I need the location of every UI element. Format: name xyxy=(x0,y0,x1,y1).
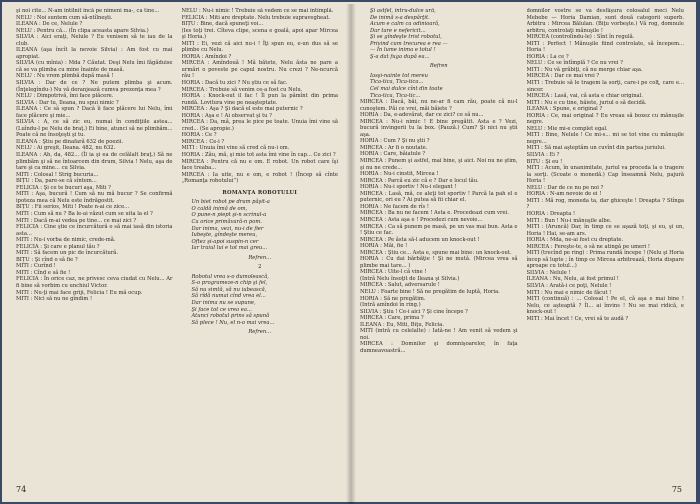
text-line: (Intră Nelu însoţit de Ileana şi Silvia.) xyxy=(360,275,460,282)
text-line: ILEANA : Spune, e original ? xyxy=(526,106,603,113)
text-line: NELU : Nu vrem plimbă după masă ! xyxy=(16,73,114,80)
page-number-right: 75 xyxy=(671,485,682,494)
text-line: (Ies toţi trei. Cîteva clipe, scena e goală, apoi apar Mircea şi Horia.) xyxy=(181,27,338,41)
text-line: HORIA : Amîndoi ? xyxy=(181,53,232,60)
text-line: Ca orice primăvară-n pom. xyxy=(191,218,262,225)
text-line: HORIA : Ce ? xyxy=(181,132,217,139)
text-line: MITI : Curînd ! xyxy=(16,263,56,270)
text-line: MIRCEA : Amîndouă ! Mă bătete, Nelu ăsta ne pare a urmări o poveste pe capul nostru. Nu crezi ? Ne-ncurcă rău ! xyxy=(181,60,338,80)
text-line: NELU : Dar de ce nu pe noi ? xyxy=(526,184,604,191)
text-line: (Intră amîndoi în ring.) xyxy=(360,302,421,309)
text-line: MITI : Ei, vezi că aici nu-i ! Îţi spun eu, e-un dus să se plimbe cu Nelu. xyxy=(181,40,338,54)
left-page-column-1 xyxy=(16,8,173,478)
right-page-column-2 xyxy=(527,8,685,478)
text-line: SILVIA : Dar de ce ? Ne putem plimba şi acum. (Înţelegîndu-) Nu vă deranjează cumva prezenţa mea ? xyxy=(16,80,173,93)
text-line: HORIA : Care, băiatule ? xyxy=(360,151,426,158)
text-line: O pune-n piept şi-n scrinul-a xyxy=(191,212,267,219)
text-line: NELU : Mie mi-e complet egal. xyxy=(526,125,608,132)
text-line: Dar inima nu se supune, xyxy=(191,299,256,306)
text-line: MIRCEA : Lasă, mă, ce aleţi tot sportiv ! Parcă la pah el e puternic, ori eu ? Ai putea să fii chiar el. xyxy=(360,190,518,204)
left-page xyxy=(2,2,348,502)
text-line: ILEANA : Ce să spun ? Dacă îi face plăcere lui Nelu, îmi face plăcere şi mie... xyxy=(16,106,173,119)
text-line: MIRCEA : Da, mă, prea le pice pe toate. Unuia îmi vine să cred... (Se apropie.) xyxy=(181,119,338,132)
text-line: Tica-tica, Tica-tic... xyxy=(370,92,421,99)
text-line: Şi astfel, întru-dulce ură, xyxy=(370,8,436,14)
text-line: SILVIA : Aici eraţi, Nelule ? Eu venisem să te iau de la club. xyxy=(16,34,173,47)
text-line: NELU : Dimpotrivă, îmi face plăcere. xyxy=(16,93,114,100)
text-line: HORIA : Să ne pregătim. xyxy=(360,295,426,302)
text-line: MITI (intră cu celelalte) : Iată-ne ! Am venit să vedem şi noi. xyxy=(360,328,518,341)
text-line: FELICIA : Şi ce te bucuri aşa, Miti ? xyxy=(16,184,111,191)
page-number-left: 74 xyxy=(16,485,27,494)
text-line: FELICIA : Miti are dreptate. Nelu trebuie supravegheat. xyxy=(181,14,331,21)
text-line: Refren xyxy=(429,63,448,70)
text-line: NELU : Foarte bine ! Să ne pregătim de luptă, Horia. xyxy=(360,288,500,295)
text-line: MIRCEA : Dar ce mai vrei ? xyxy=(526,73,600,80)
text-line: MITI : Mai încet ! Ce, vrei să te audă ? xyxy=(526,315,629,322)
text-line: MITI : Acum, în unanimitate, juriul va proceda la o tragere la sorţi. (Scoate o monedă.) Cap înseamnă Nelu, pajură Horia ! xyxy=(526,165,684,185)
text-line: HORIA : Da, e-adevărat, dar ce zici? ce să nu... xyxy=(360,112,484,119)
text-line: BIȚU : Şi eu ! xyxy=(526,158,563,165)
text-line: MIRCEA : Ar fi o noutate. xyxy=(360,144,428,151)
text-line: NELU : Pentru că... (În clipa aceasta apare Silvia.) xyxy=(16,27,149,34)
text-line: Un biet robot pe drum păşit-a xyxy=(191,199,270,206)
text-line: Şi face tot ce vrea ea... xyxy=(191,306,252,313)
text-line: Cel mai dulce cînt din toate xyxy=(370,86,443,93)
left-page-column-2 xyxy=(182,8,339,478)
text-line: NELU : Nu-i nimic ! Trebuie să vedem ce se mai întîmplă. xyxy=(181,8,334,14)
text-line: MITI : (Aruncă) Dar, în timp ce se aşază toţi, şi eu, şi un, Horia ! Hai, se-am ars. xyxy=(526,224,684,237)
text-line: Şi se gîndeşte trist robotul, xyxy=(370,34,442,41)
text-line: HORIA : N-am nevoie de ei ! xyxy=(526,191,602,198)
text-line: SILVIA : Nelule ! xyxy=(526,269,571,276)
text-line: MITI : Unuia îmi vine să cred că nu-i om. xyxy=(181,145,290,152)
text-line: MITI : Aşa, bucură ! Cum să nu mă bucur ? Se confirmă ipoteza mea că Nelu este îndrăgostit. xyxy=(16,191,173,204)
text-line: NELU : Ce se întîmplă ? Ce nu vrei ? xyxy=(526,60,623,67)
text-line: SILVIA : Dar tu, Ileana, nu spui nimic ? xyxy=(16,99,119,106)
text-line: MIRCEA : Ca să punem pe masă, pe un vas mai bun. Asta e ! Ştiu ce fac. xyxy=(360,223,518,237)
text-line: MITI : Nu-i vorba de nimic, crede-mă. xyxy=(16,237,116,244)
text-line: HORIA : Dreapta ! xyxy=(526,210,576,217)
text-line: MIRCEA : Ba nu ne facem ! Asta e. Procedeazi cum vrei. xyxy=(360,210,509,217)
text-line: MIRCEA : Aşa ? Şi dacă el este mai puternic ? xyxy=(181,106,303,113)
text-line: BIȚU : Bine, dacă spuneţi voi... xyxy=(181,21,264,28)
text-line: MIRCEA : Salut, adversarule ! xyxy=(360,282,440,289)
text-line: Privind cum trecurea e rea — xyxy=(370,40,448,47)
text-line: BIȚU : Da, pare-se că sîntem... xyxy=(16,178,97,185)
text-line: HORIA : Nu-i sportiv ! Nu-i elegant ! xyxy=(360,184,457,191)
text-line: ILEANA (aşa încît la nevoie Silvia) : Am fost cu mai apropiat. xyxy=(16,47,173,60)
text-line: HORIA : Knock-out il fac ! Îl pun la pămînt din prima rundă. Lovitura vine pe neaşteptate. xyxy=(181,93,338,106)
text-line: HORIA : Ce, mai original ? Eu vreau să boxez cu mănuşile negre. xyxy=(526,112,684,126)
text-line: MIRCEA : Ia uite, nu e om, e robot ! (Încep să cînte „Romanţa robotului”) xyxy=(181,171,338,185)
text-line: MITI : Nu e cu tine, băiete, juriul o să decidă. xyxy=(526,99,647,106)
text-line: MIRCEA : Pentru că nu e om. E robot. Un robot care îşi face treaba... xyxy=(181,158,338,172)
text-line: HORIA : Măi, fie ! xyxy=(360,243,408,250)
text-line: HORIA : Cum ? Şi nu ştii ? xyxy=(360,138,430,145)
book-spread xyxy=(2,2,698,502)
text-line: De inimă s-a despărţit. xyxy=(370,14,430,21)
text-line: MIRCEA : Care, prima ? xyxy=(360,315,424,322)
text-line: MIRCEA : Nu-i nimic ! E bine pregătit. Asta e ? Vezi, bucură invingerii tu la box. (Pauză.) Cum? Şi nici nu ştii aşa. xyxy=(360,118,518,138)
text-line: MITI : Cum să nu ? Ba le-ai văzut cum se uita la el ? xyxy=(16,210,153,217)
text-line: SILVIA (cu mînia) : Mda ? Căutat. Deşi Nelu îmi făgăduise că se va plimba cu mine înainte de masă. xyxy=(16,60,173,73)
text-line: — În lume inima e totul ! xyxy=(370,47,436,54)
text-line: FELICIA : Cine ştie ce încurcătură o să mai iasă din istoria asta... xyxy=(16,224,173,237)
text-line: NELU : Noi suntem cum să-ntîlneşti. xyxy=(16,14,113,21)
text-line: MITI : Mă rog, moneda ta, dar ghiceşte ! Dreapta ? Stînga ? xyxy=(526,197,684,211)
text-line: FELICIA : În orice caz, ne privesc ceva ciudat cu Nelu... Ar fi bine să vorbim cu unchiul Victor. xyxy=(16,276,173,289)
text-line: O caldă inimă de om, xyxy=(191,205,248,212)
text-line: MITI : Nu vă grăbiţi, că nu merge chiar aşa. xyxy=(526,66,643,73)
text-line: S-o programeze-n chip şi fel, xyxy=(191,280,268,287)
text-line: MIRCEA : Pe ăsta să-l aducem un knock-out ! xyxy=(360,236,480,243)
text-line: MIRCEA : Dacă, băi, nu ne-ar fi cam rău, poate că nu-l cunoştem. Păi ce vrei, măi băiete ? xyxy=(360,99,518,112)
text-line: MITI (continuă) : ... Colosal ! Pe el, că aşa e mai bine ! Nelu, ce aşteaptă ? Îl... ai învins ! Nu se mai ridică, e knock-out ! xyxy=(526,296,684,316)
text-line: MITI : Bine, Nelule ! Ce mi-s... mi se tot vine cu mănuşile negre... xyxy=(526,132,684,145)
text-line: MITI : Colosal ! Strig bucuria... xyxy=(16,171,99,178)
text-line: Iasşi-nainte tot mereu xyxy=(370,72,428,79)
text-line: MITI (trecînd pe ring) : Prima rundă începe ! (Nelu şi Horia încep să lupte ; în timp ce Mircea arbitrează, Horia dispare aproape cu totul...) xyxy=(526,250,684,270)
text-line: BIȚU : Şi cînd o să fie ? xyxy=(16,256,78,263)
right-page xyxy=(348,2,696,502)
text-line: MIRCEA : Uite-l că vine ! xyxy=(360,269,427,276)
text-line: MITI : Perfect ! Mănuşile fiind controlate, să începem... Horia ! xyxy=(526,40,684,54)
text-line: MITI : Trebuie să le tragem la sorţi, care-i pe colţ, care e... sincer. xyxy=(526,80,684,93)
text-line: HORIA : Ne facem de rîs ! xyxy=(360,203,429,210)
text-line: Iar traiul lui e tot mai greu... xyxy=(191,245,268,252)
text-line: HORIA : Dacă tu zici ? Nu ştiu ce să fac. xyxy=(181,80,288,87)
text-line: MITI : Să facem un pic de încurcătură. xyxy=(16,250,119,257)
text-line: HORIA : Zău, mă, şi mie tot asta îmi vine în cap... Ce zici ? xyxy=(181,152,336,159)
text-line: şi noi cîte... N-am întîlnit încă pe nimeni ma-, ca tine... xyxy=(16,8,160,14)
text-line: MIRCEA : Domnilor şi domnişoarelor, în faţa dumneavoastră... xyxy=(360,341,518,354)
text-line: ILEANA : Ah, da, 482... (Îl ia şi ea de celălalt braţ.) Să ne plimbăm şi să ne întoarcem din drum, Silvia ! Nelu, aşa de tare şi ca mine... cu Silvia. xyxy=(16,152,173,172)
text-line: HORIA : Aşa e ! Ai observat şi tu ? xyxy=(181,112,272,119)
text-line: MIRCEA : Asta aşa e ! Procedezi cum nevoie... xyxy=(360,216,483,223)
text-line: MIRCEA : Ce-i ? xyxy=(181,138,225,145)
text-line: ILEANA : De ce, Nelule ? xyxy=(16,21,83,28)
text-line: HORIA : La ce ? xyxy=(526,53,569,60)
text-line: ILEANA : Ştiu pe dinafară 632 de poezii. xyxy=(16,138,124,145)
text-line: MIRCEA : Lasă, vai, că asta e chiar original. xyxy=(526,93,643,100)
text-line: 2 xyxy=(258,264,262,271)
text-line: MITI : Să mai aşteptăm un cuvînt din partea juriului. xyxy=(526,145,666,152)
text-line: Atunci robotul prins să spună xyxy=(191,313,270,320)
text-line: MITI : Nu mai e nimic de făcut ! xyxy=(526,289,612,296)
text-line: MITI : Nu-ţi mai face griji, Felicia ! Eu mă ocup. xyxy=(16,289,143,296)
text-line: Acum e calm ca odinioară, xyxy=(370,21,440,28)
text-line: MIRCEA (controlîndu-le) : Sînt în regulă. xyxy=(526,34,635,41)
text-line: MIRCEA : Fereşte-te, o să ne atingă pe umeri ! xyxy=(526,243,650,250)
text-line: Dar tare e nefericit... xyxy=(370,27,426,34)
text-line: SILVIA : Ştiu ! Ce-i aici ? Şi cine începe ? xyxy=(360,308,468,315)
text-line: MITI : Dacă m-ai vedea pe tine... ce mai zici ? xyxy=(16,217,137,224)
text-line: HORIA : Nu-i cinstit, Mircea ! xyxy=(360,171,439,178)
text-line: ROMANŢA ROBOTULUI xyxy=(222,189,298,196)
text-line: MITI : Nici să nu ne gîndim ! xyxy=(16,296,93,303)
right-page-column-1 xyxy=(360,8,518,478)
text-line: MITI : Cînd e să fie ! xyxy=(16,269,71,276)
text-line: Tica-tica, Tica-tica... xyxy=(370,79,424,86)
text-line: MIRCEA : Parcă eu zic că e ? Dar e locul tău. xyxy=(360,177,479,184)
text-line: Ş-a dat fuga după ea... xyxy=(370,53,430,60)
text-line: SILVIA : Arată-i ce poţi, Nelule ! xyxy=(526,282,612,289)
text-line: MIRCEA : Trebuie să venim ce-a fost cu Nelu. xyxy=(181,86,303,93)
text-line: MITI : Bun ! Nu-i mănuşile albe. xyxy=(526,217,612,224)
text-line: FELICIA : Şi care e planul tău ? xyxy=(16,243,100,250)
text-line: SILVIA : A, ce să zic eu, numai în condiţiile astea... (Luîndu-l pe Nelu de braţ.) Ei bine, atunci să ne plimbăm... Poate că ne însoţeşti şi tu. xyxy=(16,119,173,139)
text-line: MIRCEA : Ştiu ce... Asta e, spune mai bine: un knock-out. xyxy=(360,249,512,256)
text-line: Oftez şi-apoi suspin-n cer xyxy=(191,238,259,245)
text-line: Robotul vrea s-o dumolească, xyxy=(191,273,269,280)
text-line: HORIA : Mda, ne-ai fost cu dreptate. xyxy=(526,237,624,244)
text-line: Refren... xyxy=(248,329,272,336)
text-line: MIRCEA : Punem şi astfel, mai bine, şi aici. Noi nu ne ştim, şi nu ne crede... xyxy=(360,158,518,171)
text-line: Refren... xyxy=(248,254,272,261)
text-line: HORIA : Cu dai bărbăţie ! Şi ne mută. (Mircea vrea să plimbe mai tare... ) xyxy=(360,256,518,269)
text-line: Să nu simtă, să nu iubească, xyxy=(191,286,267,293)
book-gutter xyxy=(346,4,356,504)
text-line: Dar inima, vezi, nu-i de fier xyxy=(191,225,264,232)
text-line: Să plece ! Nu, el n-o mai vrea... xyxy=(191,319,275,326)
text-line: Iubeşte, gîndeşte mereu, xyxy=(191,232,258,239)
text-line: BIȚU : Fii serios, Miti ! Poate n-ai ce zice... xyxy=(16,204,130,211)
text-line: NELU : Ai greşit, Ileana. 482, nu 632. xyxy=(16,145,116,152)
text-line: SILVIA : Ei ? xyxy=(526,152,560,159)
text-line: domnilor vostre se va desfăşura colosalul meci Nelu Mebebe — Horia Damian, sunt două categorii superb. Arbitru : Mircea Bălulan. (Biţu vorbeşte.) Vă rog, domnule arbitru, controlaţi mănuşile ! xyxy=(526,8,684,34)
text-line: Să rîdă numai cînd vrea el... xyxy=(191,293,266,300)
text-line: ILEANA : Nu, Nelu, ai fost primul ! xyxy=(526,276,619,283)
text-line: ILEANA : Eu, Miti, Biţu, Felicia. xyxy=(360,321,444,328)
